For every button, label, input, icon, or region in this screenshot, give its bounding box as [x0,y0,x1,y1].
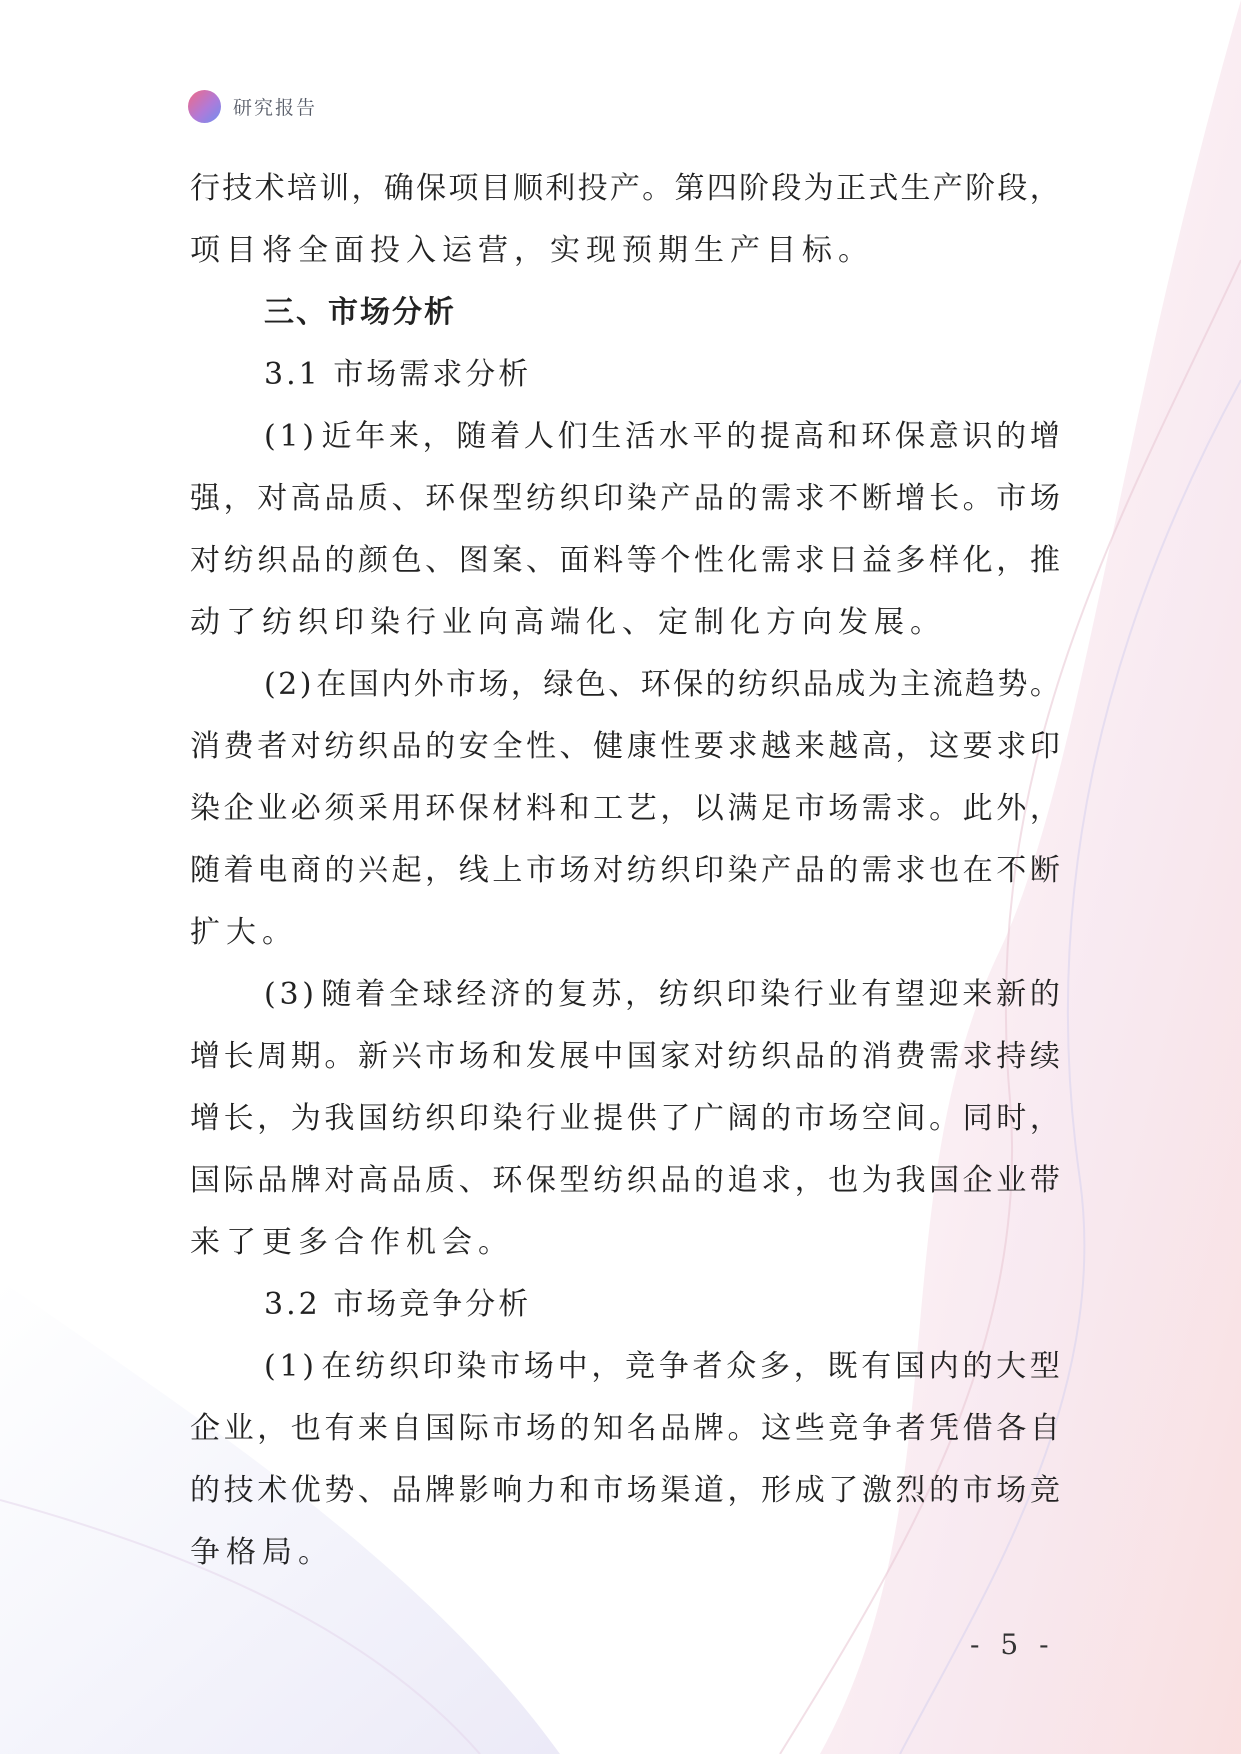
text-line: 增 长 ， 为 我 国 纺 织 印 染 行 业 提 供 了 广 阔 的 市 场 空 间 。 同 时 ， [190,1101,1060,1136]
page-number: - 5 - [970,1628,1055,1661]
text-line: 消 费 者 对 纺 织 品 的 安 全 性 、 健 康 性 要 求 越 来 越 高 ， 这 要 求 印 [190,729,1060,764]
logo-icon [188,90,221,123]
paragraph [190,1336,1060,1584]
text-line: 的 技 术 优 势 、 品 牌 影 响 力 和 市 场 渠 道 ， 形 成 了 激 烈 的 市 场 竞 [190,1473,1060,1508]
text-line: 项目将全面投入运营，实现预期生产目标。 [190,233,874,268]
text-line: 行 技 术 培 训 ， 确 保 项 目 顺 利 投 产 。 第 四 阶 段 为 正 式 生 产 阶 段 ， [190,171,1060,206]
text-line: ( 1 ) 在 纺 织 印 染 市 场 中 ， 竞 争 者 众 多 ， 既 有 国 内 的 大 型 [264,1349,1060,1384]
text-line: 增 长 周 期 。 新 兴 市 场 和 发 展 中 国 家 对 纺 织 品 的 消 费 需 求 持 续 [190,1039,1060,1074]
text-line: 来了更多合作机会。 [190,1225,514,1260]
paragraph [190,654,1060,964]
text-line: 强 ， 对 高 品 质 、 环 保 型 纺 织 印 染 产 品 的 需 求 不 断 增 长 。 市 场 [190,481,1060,516]
header-title: 研究报告 [233,96,318,119]
subsection-heading: 3.1 市场需求分析 [264,357,532,392]
paragraph [190,158,1060,282]
text-line: 争格局。 [190,1535,334,1570]
text-line: 随 着 电 商 的 兴 起 ， 线 上 市 场 对 纺 织 印 染 产 品 的 需 求 也 在 不 断 [190,853,1060,888]
report-header [188,88,317,124]
text-line: 对 纺 织 品 的 颜 色 、 图 案 、 面 料 等 个 性 化 需 求 日 益 多 样 化 ， 推 [190,543,1060,578]
document-body [190,158,1060,1584]
text-line: 企 业 ， 也 有 来 自 国 际 市 场 的 知 名 品 牌 。 这 些 竞 争 者 凭 借 各 自 [190,1411,1060,1446]
text-line: ( 1 ) 近 年 来 ， 随 着 人 们 生 活 水 平 的 提 高 和 环 保 意 识 的 增 [264,419,1060,454]
paragraph [190,406,1060,654]
subsection-heading: 3.2 市场竞争分析 [264,1287,532,1322]
paragraph [190,964,1060,1274]
text-line: ( 3 ) 随 着 全 球 经 济 的 复 苏 ， 纺 织 印 染 行 业 有 望 迎 来 新 的 [264,977,1060,1012]
text-line: 国 际 品 牌 对 高 品 质 、 环 保 型 纺 织 品 的 追 求 ， 也 为 我 国 企 业 带 [190,1163,1060,1198]
section-heading: 三、市场分析 [264,295,456,330]
text-line: ( 2 ) 在 国 内 外 市 场 ， 绿 色 、 环 保 的 纺 织 品 成 为 主 流 趋 势 。 [264,667,1060,702]
text-line: 动了纺织印染行业向高端化、定制化方向发展。 [190,605,946,640]
text-line: 扩大。 [190,915,298,950]
text-line: 染 企 业 必 须 采 用 环 保 材 料 和 工 艺 ， 以 满 足 市 场 需 求 。 此 外 ， [190,791,1060,826]
